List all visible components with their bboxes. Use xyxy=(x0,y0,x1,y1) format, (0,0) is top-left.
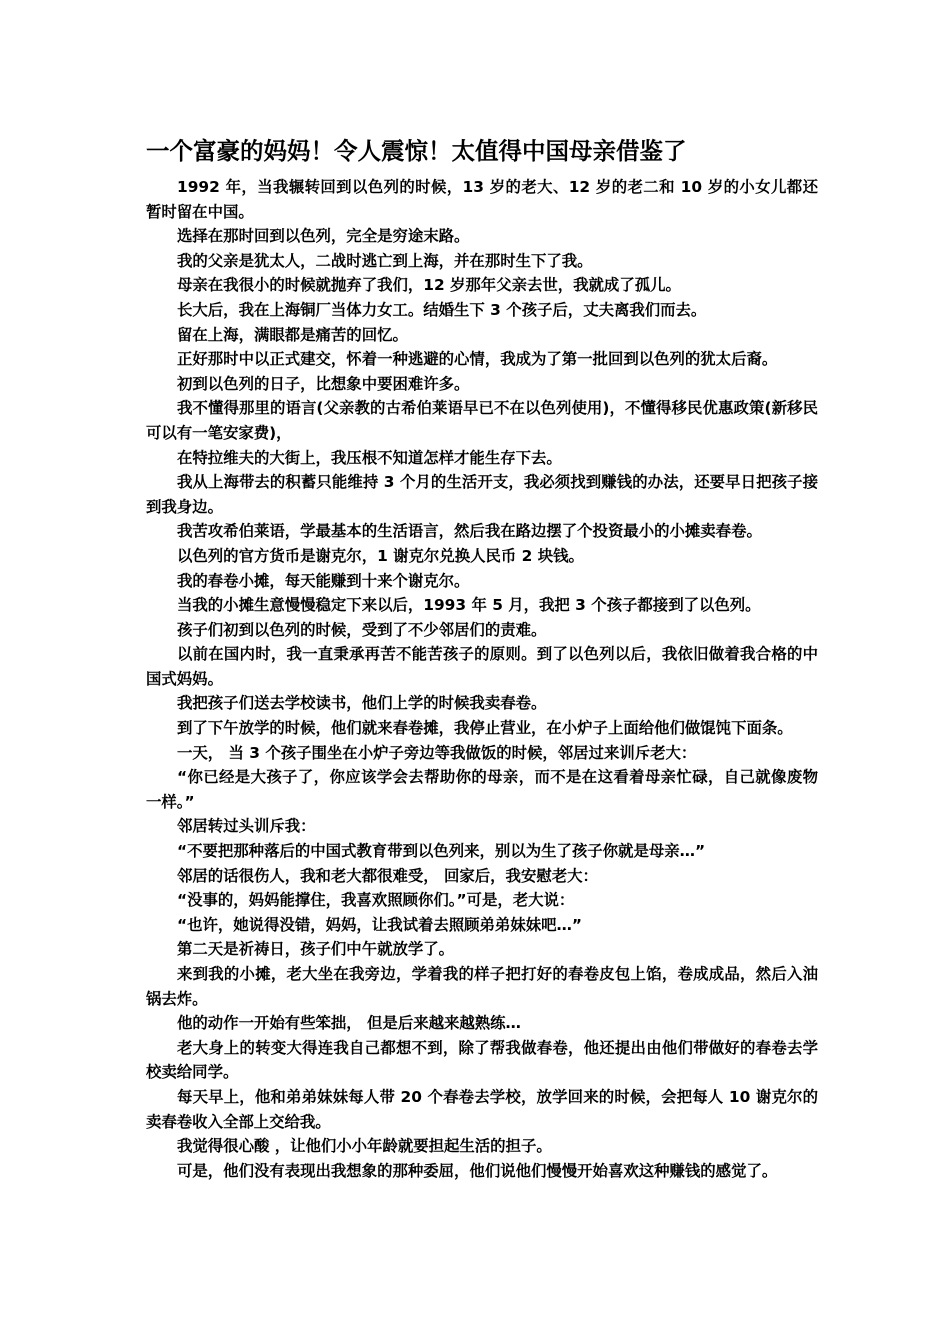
paragraph-30: 老大身上的转变大得连我自己都想不到，除了帮我做春卷，他还提出由他们带做好的春卷去学校卖给同学。 xyxy=(146,1038,818,1082)
paragraph-1: 1992 年，当我辗转回到以色列的时候，13 岁的老大、12 岁的老二和 10 岁的小女儿都还暂时留在中国。 xyxy=(146,178,818,221)
paragraph-8: 初到以色列的日子，比想象中要困难许多。 xyxy=(177,374,470,393)
paragraph-29: 他的动作一开始有些笨拙， 但是后来越来越熟练… xyxy=(177,1014,521,1033)
paragraph-4: 母亲在我很小的时候就抛弃了我们，12 岁那年父亲去世，我就成了孤儿。 xyxy=(177,276,681,295)
paragraph-2: 选择在那时回到以色列，完全是穷途末路。 xyxy=(177,227,470,246)
paragraph-33: 可是，他们没有表现出我想象的那种委屈，他们说他们慢慢开始喜欢这种赚钱的感觉了。 xyxy=(177,1161,778,1180)
paragraph-3: 我的父亲是犹太人，二战时逃亡到上海，并在那时生下了我。 xyxy=(177,251,593,270)
paragraph-22: 邻居转过头训斥我： xyxy=(177,817,316,836)
paragraph-28: 来到我的小摊，老大坐在我旁边，学着我的样子把打好的春卷皮包上馅，卷成成品，然后入油锅去炸。 xyxy=(146,965,818,1008)
paragraph-14: 我的春卷小摊，每天能赚到十来个谢克尔。 xyxy=(177,571,470,590)
paragraph-15: 当我的小摊生意慢慢稳定下来以后，1993 年 5 月，我把 3 个孩子都接到了以色列。 xyxy=(177,596,761,615)
paragraph-12: 我苦攻希伯莱语，学最基本的生活语言，然后我在路边摆了个投资最小的小摊卖春卷。 xyxy=(177,522,762,541)
paragraph-13: 以色列的官方货币是谢克尔，1 谢克尔兑换人民币 2 块钱。 xyxy=(177,546,584,565)
paragraph-10: 在特拉维夫的大街上，我压根不知道怎样才能生存下去。 xyxy=(177,448,562,467)
paragraph-5: 长大后，我在上海铜厂当体力女工。结婚生下 3 个孩子后，丈夫离我们而去。 xyxy=(177,300,707,319)
paragraph-19: 到了下午放学的时候，他们就来春卷摊，我停止营业，在小炉子上面给他们做馄饨下面条。 xyxy=(177,719,793,738)
paragraph-17: 以前在国内时，我一直秉承再苦不能苦孩子的原则。到了以色列以后，我依旧做着我合格的中国式妈妈。 xyxy=(146,645,818,688)
paragraph-11: 我从上海带去的积蓄只能维持 3 个月的生活开支，我必须找到赚钱的办法，还要早日把孩子接到我身边。 xyxy=(146,473,818,516)
paragraph-16: 孩子们初到以色列的时候，受到了不少邻居们的责难。 xyxy=(177,620,547,639)
paragraph-7: 正好那时中以正式建交，怀着一种逃避的心情，我成为了第一批回到以色列的犹太后裔。 xyxy=(177,350,778,369)
document-title: 一个富豪的妈妈！令人震惊！太值得中国母亲借鉴了 xyxy=(146,137,687,165)
paragraph-26: “也许，她说得没错，妈妈，让我试着去照顾弟弟妹妹吧…” xyxy=(177,915,582,934)
paragraph-25: “没事的，妈妈能撑住，我喜欢照顾你们。”可是，老大说： xyxy=(177,891,575,910)
paragraph-31: 每天早上，他和弟弟妹妹每人带 20 个春卷去学校，放学回来的时候，会把每人 10 谢克尔的卖春卷收入全部上交给我。 xyxy=(146,1087,818,1131)
paragraph-9: 我不懂得那里的语言(父亲教的古希伯莱语早已不在以色列使用)，不懂得移民优惠政策(新移民可以有一笔安家费)， xyxy=(146,399,818,442)
paragraph-24: 邻居的话很伤人，我和老大都很难受， 回家后，我安慰老大： xyxy=(177,866,598,885)
paragraph-18: 我把孩子们送去学校读书，他们上学的时候我卖春卷。 xyxy=(177,694,547,713)
paragraph-21: “你已经是大孩子了，你应该学会去帮助你的母亲，而不是在这看着母亲忙碌，自己就像废物一样。” xyxy=(146,768,818,811)
paragraph-27: 第二天是祈祷日，孩子们中午就放学了。 xyxy=(177,940,455,959)
paragraph-20: 一天， 当 3 个孩子围坐在小炉子旁边等我做饭的时候，邻居过来训斥老大： xyxy=(177,743,697,762)
paragraph-32: 我觉得很心酸 ，让他们小小年龄就要担起生活的担子。 xyxy=(177,1137,552,1156)
document-body xyxy=(146,175,818,1183)
paragraph-23: “不要把那种落后的中国式教育带到以色列来，别以为生了孩子你就是母亲…” xyxy=(177,842,706,861)
paragraph-6: 留在上海，满眼都是痛苦的回忆。 xyxy=(177,325,408,344)
